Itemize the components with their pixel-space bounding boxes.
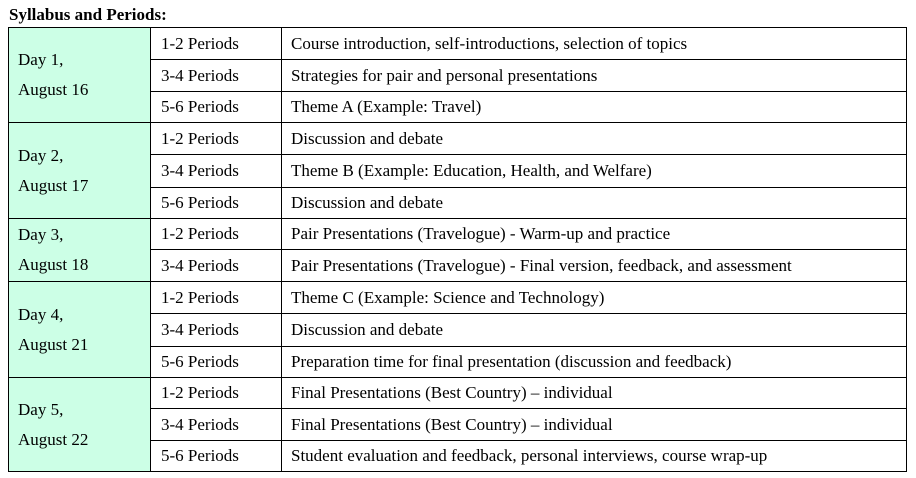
day-date: August 16 — [18, 80, 89, 99]
period-cell: 3-4 Periods — [151, 409, 282, 441]
period-cell: 5-6 Periods — [151, 92, 282, 123]
period-cell: 3-4 Periods — [151, 314, 282, 347]
period-cell: 3-4 Periods — [151, 155, 282, 188]
period-cell: 5-6 Periods — [151, 347, 282, 378]
period-cell: 3-4 Periods — [151, 250, 282, 282]
topic-cell: Pair Presentations (Travelogue) - Final version, feedback, and assessment — [282, 250, 907, 282]
topic-cell: Theme A (Example: Travel) — [282, 92, 907, 123]
topic-cell: Discussion and debate — [282, 123, 907, 155]
table-row — [9, 123, 907, 155]
period-cell: 1-2 Periods — [151, 378, 282, 409]
table-row — [9, 219, 907, 250]
day-date: August 17 — [18, 175, 89, 195]
table-row — [9, 28, 907, 60]
day-cell — [9, 28, 151, 123]
day-date: August 21 — [18, 334, 89, 354]
day-label: Day 4, — [18, 304, 64, 324]
period-cell: 1-2 Periods — [151, 123, 282, 155]
period-cell: 5-6 Periods — [151, 441, 282, 472]
topic-cell: Final Presentations (Best Country) – individual — [282, 378, 907, 409]
syllabus-table-body — [9, 28, 907, 472]
period-cell: 1-2 Periods — [151, 219, 282, 250]
topic-cell: Theme C (Example: Science and Technology) — [282, 282, 907, 314]
topic-cell: Discussion and debate — [282, 314, 907, 347]
day-cell — [9, 282, 151, 378]
period-cell: 1-2 Periods — [151, 28, 282, 60]
topic-cell: Pair Presentations (Travelogue) - Warm-up and practice — [282, 219, 907, 250]
day-cell — [9, 378, 151, 472]
day-cell — [9, 219, 151, 282]
topic-cell: Student evaluation and feedback, personal interviews, course wrap-up — [282, 441, 907, 472]
day-date: August 22 — [18, 429, 89, 449]
day-label: Day 3, — [18, 225, 64, 244]
table-row — [9, 282, 907, 314]
day-cell — [9, 123, 151, 219]
period-cell: 3-4 Periods — [151, 60, 282, 92]
day-label: Day 2, — [18, 145, 64, 165]
topic-cell: Strategies for pair and personal presentations — [282, 60, 907, 92]
period-cell: 1-2 Periods — [151, 282, 282, 314]
syllabus-table — [8, 27, 907, 472]
page-title: Syllabus and Periods: — [9, 5, 167, 24]
topic-cell: Theme B (Example: Education, Health, and Welfare) — [282, 155, 907, 188]
topic-cell: Preparation time for final presentation (discussion and feedback) — [282, 347, 907, 378]
day-label: Day 1, — [18, 50, 64, 69]
topic-cell: Course introduction, self-introductions, selection of topics — [282, 28, 907, 60]
period-cell: 5-6 Periods — [151, 188, 282, 219]
topic-cell: Final Presentations (Best Country) – individual — [282, 409, 907, 441]
table-row — [9, 378, 907, 409]
day-label: Day 5, — [18, 399, 64, 419]
day-date: August 18 — [18, 255, 89, 274]
topic-cell: Discussion and debate — [282, 188, 907, 219]
